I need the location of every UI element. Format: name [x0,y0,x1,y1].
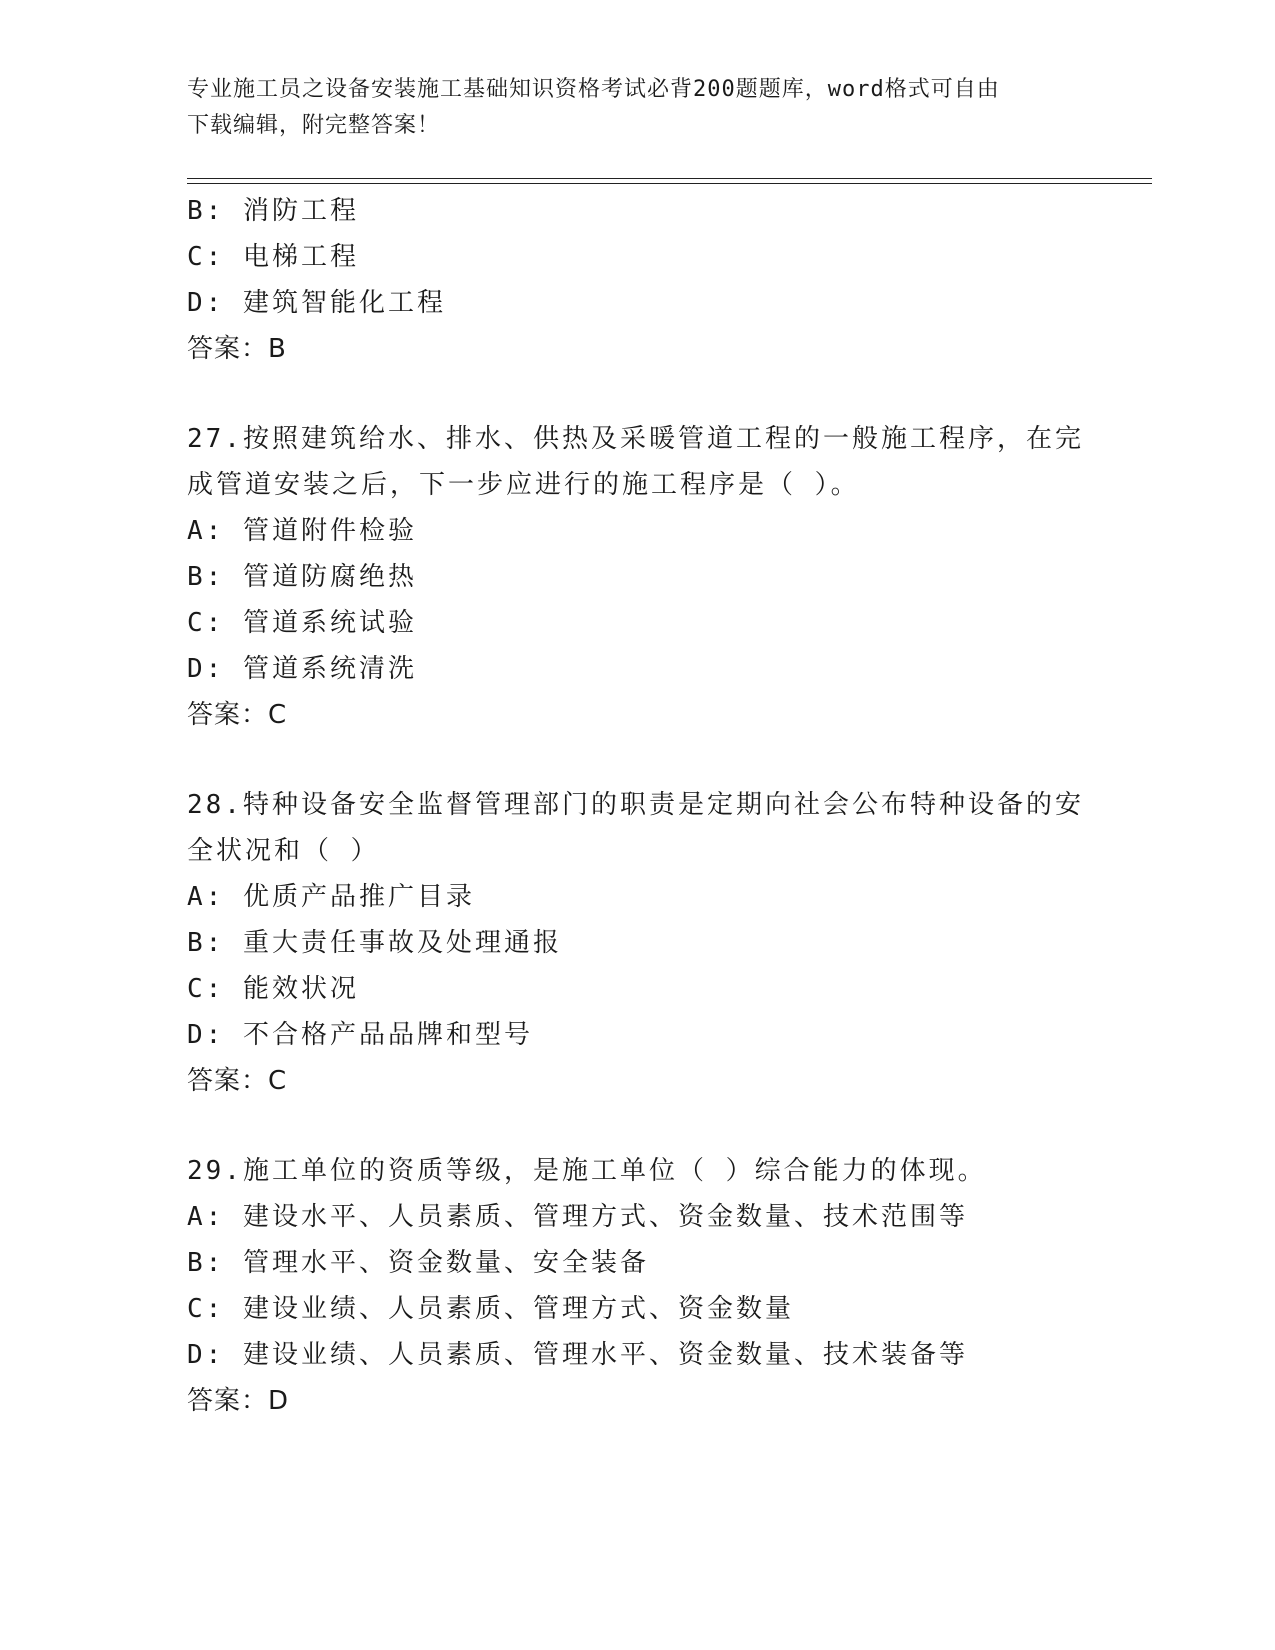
answer-line: 答案：C [187,1066,288,1096]
option-c: C: 管道系统试验 [187,608,417,638]
spacer [187,738,1087,782]
option-d: D: 建设业绩、人员素质、管理水平、资金数量、技术装备等 [187,1340,968,1370]
option-b: B: 管理水平、资金数量、安全装备 [187,1248,649,1278]
document-header [187,72,1067,144]
question-list [187,188,1087,1424]
option-a: A: 管道附件检验 [187,516,417,546]
answer-line: 答案：C [187,700,288,730]
option-b: B: 管道防腐绝热 [187,562,417,592]
spacer [187,372,1087,416]
question-26-continued [187,188,1087,372]
spacer [187,1104,1087,1148]
question-text-line-1: 27.按照建筑给水、排水、供热及采暖管道工程的一般施工程序，在完 [187,424,1084,454]
option-b: B: 重大责任事故及处理通报 [187,928,562,958]
question-27 [187,416,1087,738]
header-divider-bottom [187,183,1152,184]
option-d: D: 不合格产品品牌和型号 [187,1020,533,1050]
answer-line: 答案：D [187,1386,290,1416]
question-text-line-1: 29.施工单位的资质等级，是施工单位（ ）综合能力的体现。 [187,1156,987,1186]
question-28 [187,782,1087,1104]
header-line-1: 专业施工员之设备安装施工基础知识资格考试必背200题题库，word格式可自由 [187,77,1000,102]
option-a: A: 建设水平、人员素质、管理方式、资金数量、技术范围等 [187,1202,968,1232]
question-text-line-2: 全状况和（ ） [187,836,380,866]
question-29 [187,1148,1087,1424]
question-text-line-2: 成管道安装之后，下一步应进行的施工程序是（ ）。 [187,470,860,500]
header-line-2: 下载编辑，附完整答案！ [187,113,441,138]
question-text-line-1: 28.特种设备安全监督管理部门的职责是定期向社会公布特种设备的安 [187,790,1084,820]
answer-line: 答案：B [187,334,287,364]
option-c: C: 电梯工程 [187,242,359,272]
option-c: C: 建设业绩、人员素质、管理方式、资金数量 [187,1294,794,1324]
option-b: B: 消防工程 [187,196,359,226]
option-c: C: 能效状况 [187,974,359,1004]
option-a: A: 优质产品推广目录 [187,882,475,912]
header-divider-top [187,178,1152,179]
option-d: D: 建筑智能化工程 [187,288,446,318]
option-d: D: 管道系统清洗 [187,654,417,684]
